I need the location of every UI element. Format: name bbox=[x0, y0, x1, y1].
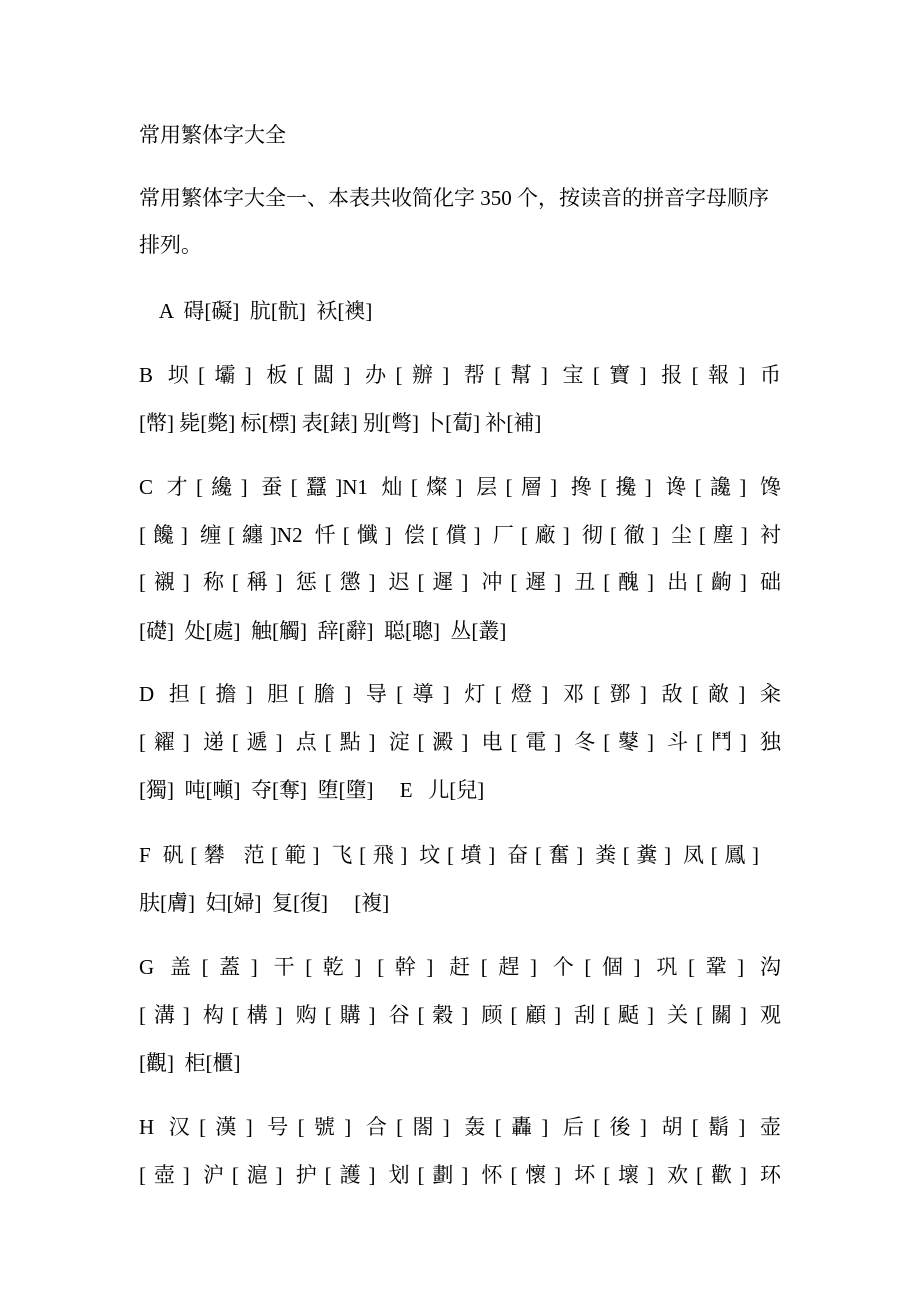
section-g-line: G 盖[蓋] 干[乾] [幹] 赶[趕] 个[個] 巩[鞏] 沟 bbox=[139, 955, 781, 979]
section-h-line: [壺] 沪[滬] 护[護] 划[劃] 怀[懷] 坏[壞] 欢[歡] 环 bbox=[139, 1163, 781, 1187]
section-c-line: C 才[纔] 蚕[蠶]N1 灿[燦] 层[層] 搀[攙] 谗[讒] 馋 bbox=[139, 475, 781, 499]
section-d-line: D 担[擔] 胆[膽] 导[導] 灯[燈] 邓[鄧] 敌[敵] 籴 bbox=[139, 682, 781, 706]
section-c-line: [襯] 称[稱] 惩[懲] 迟[遲] 冲[遲] 丑[醜] 出[齣] 础 bbox=[139, 570, 781, 594]
section-f-line: F 矾[礬 范[範] 飞[飛] 坟[墳] 奋[奮] 粪[糞] 凤[鳳] bbox=[139, 843, 759, 867]
section-h-line: H 汉[漢] 号[號] 合[閤] 轰[轟] 后[後] 胡[鬍] 壶 bbox=[139, 1115, 781, 1139]
section-b-line: B 坝[壩] 板[闆] 办[辦] 帮[幫] 宝[寶] 报[報] 币 bbox=[139, 363, 781, 387]
section-d-line: [糴] 递[遞] 点[點] 淀[澱] 电[電] 冬[鼕] 斗[鬥] 独 bbox=[139, 730, 781, 754]
section-f-line: 肤[膚] 妇[婦] 复[復] [複] bbox=[139, 891, 390, 915]
section-d-e-line: [獨] 吨[噸] 夺[奪] 堕[墮] E 儿[兒] bbox=[139, 778, 485, 802]
section-b-line: [幣] 毙[斃] 标[標] 表[錶] 别[彆] 卜[蔔] 补[補] bbox=[139, 411, 542, 435]
intro-line-1: 常用繁体字大全一、本表共收简化字 350 个，按读音的拼音字母顺序 bbox=[139, 186, 769, 210]
section-g-line: [觀] 柜[櫃] bbox=[139, 1051, 241, 1075]
document-title: 常用繁体字大全 bbox=[139, 123, 286, 147]
section-c-line: [礎] 处[處] 触[觸] 辞[辭] 聪[聰] 丛[叢] bbox=[139, 619, 507, 643]
intro-line-2: 排列。 bbox=[139, 233, 202, 257]
section-a-line: A 碍[礙] 肮[骯] 袄[襖] bbox=[139, 299, 373, 323]
section-c-line: [饞] 缠[纏]N2 忏[懺] 偿[償] 厂[廠] 彻[徹] 尘[塵] 衬 bbox=[139, 523, 781, 547]
section-g-line: [溝] 构[構] 购[購] 谷[穀] 顾[顧] 刮[颳] 关[關] 观 bbox=[139, 1003, 781, 1027]
